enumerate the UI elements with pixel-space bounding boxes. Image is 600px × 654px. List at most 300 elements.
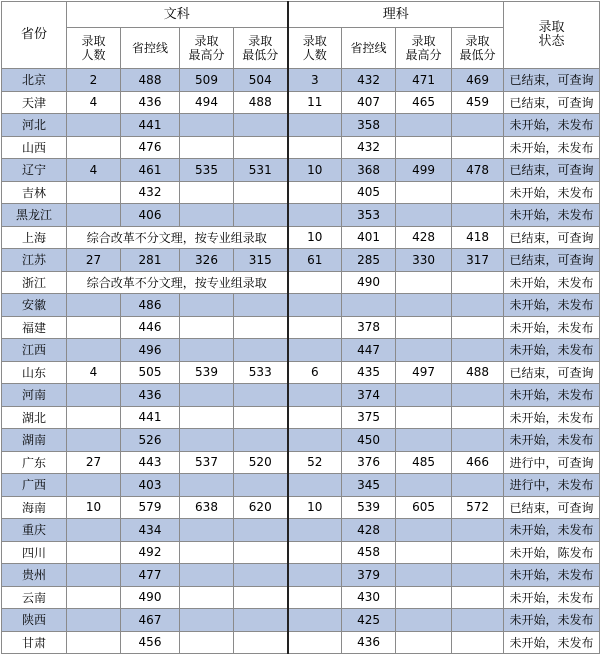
sci-control-line-cell: 285 — [342, 249, 396, 272]
table-row — [2, 384, 600, 407]
arts-control-line-cell: 432 — [121, 181, 180, 204]
arts-admitted-cell — [67, 406, 121, 429]
arts-min-cell — [234, 406, 288, 429]
header-sci-control-line: 省控线 — [342, 28, 396, 69]
arts-admitted-cell — [67, 564, 121, 587]
sci-control-line-cell: 425 — [342, 609, 396, 632]
sci-admitted-cell: 10 — [288, 496, 342, 519]
table-row — [2, 271, 600, 294]
sci-admitted-cell — [288, 586, 342, 609]
sci-control-line-cell: 432 — [342, 136, 396, 159]
arts-control-line-cell: 488 — [121, 69, 180, 92]
arts-max-cell — [180, 429, 234, 452]
status-cell: 未开始，未发布 — [504, 204, 600, 227]
province-cell: 天津 — [2, 91, 67, 114]
sci-admitted-cell — [288, 294, 342, 317]
header-status-text: 录取 状态 — [538, 20, 565, 49]
sci-max-cell — [396, 564, 452, 587]
status-cell: 已结束，可查询 — [504, 249, 600, 272]
province-cell: 福建 — [2, 316, 67, 339]
arts-admitted-cell: 4 — [67, 91, 121, 114]
sci-control-line-cell: 378 — [342, 316, 396, 339]
arts-max-cell — [180, 519, 234, 542]
status-cell: 未开始，未发布 — [504, 271, 600, 294]
province-cell: 北京 — [2, 69, 67, 92]
arts-admitted-cell — [67, 384, 121, 407]
arts-admitted-cell: 27 — [67, 249, 121, 272]
sci-control-line-cell — [342, 294, 396, 317]
status-cell: 未开始，未发布 — [504, 339, 600, 362]
sci-admitted-cell: 3 — [288, 69, 342, 92]
province-cell: 江西 — [2, 339, 67, 362]
province-cell: 山东 — [2, 361, 67, 384]
sci-max-cell: 499 — [396, 159, 452, 182]
header-arts-control-line: 省控线 — [121, 28, 180, 69]
arts-min-cell — [234, 631, 288, 654]
arts-max-cell — [180, 406, 234, 429]
arts-min-cell — [234, 609, 288, 632]
arts-min-cell — [234, 316, 288, 339]
sci-admitted-cell — [288, 384, 342, 407]
sci-admitted-cell: 6 — [288, 361, 342, 384]
province-cell: 黑龙江 — [2, 204, 67, 227]
sci-min-cell — [452, 429, 504, 452]
table-row — [2, 564, 600, 587]
sci-min-cell — [452, 136, 504, 159]
status-cell: 未开始，未发布 — [504, 586, 600, 609]
province-cell: 河南 — [2, 384, 67, 407]
sci-admitted-cell — [288, 519, 342, 542]
sci-control-line-cell: 436 — [342, 631, 396, 654]
arts-control-line-cell: 490 — [121, 586, 180, 609]
sci-max-cell — [396, 519, 452, 542]
sci-min-cell — [452, 294, 504, 317]
arts-note-cell: 综合改革不分文理，按专业组录取 — [67, 226, 288, 249]
sci-control-line-cell: 428 — [342, 519, 396, 542]
sci-max-cell: 605 — [396, 496, 452, 519]
sci-max-cell — [396, 631, 452, 654]
sci-max-cell — [396, 339, 452, 362]
table-row — [2, 204, 600, 227]
arts-admitted-cell — [67, 541, 121, 564]
sci-control-line-cell: 490 — [342, 271, 396, 294]
province-cell: 河北 — [2, 114, 67, 137]
sci-admitted-cell — [288, 631, 342, 654]
arts-min-cell: 488 — [234, 91, 288, 114]
province-cell: 重庆 — [2, 519, 67, 542]
sci-admitted-cell — [288, 204, 342, 227]
arts-control-line-cell: 441 — [121, 406, 180, 429]
arts-max-cell — [180, 204, 234, 227]
arts-min-cell — [234, 114, 288, 137]
sci-max-cell — [396, 429, 452, 452]
header-arts-admitted — [67, 28, 121, 69]
sci-max-cell — [396, 114, 452, 137]
status-cell: 未开始，未发布 — [504, 136, 600, 159]
sci-max-cell — [396, 384, 452, 407]
header-arts-admitted-text: 录取 人数 — [81, 34, 106, 62]
sci-min-cell: 466 — [452, 451, 504, 474]
table-row — [2, 519, 600, 542]
arts-min-cell — [234, 519, 288, 542]
sci-admitted-cell — [288, 181, 342, 204]
table-row — [2, 406, 600, 429]
status-cell: 进行中，未发布 — [504, 474, 600, 497]
status-cell: 已结束，可查询 — [504, 159, 600, 182]
sci-max-cell — [396, 316, 452, 339]
table-row — [2, 91, 600, 114]
table-row — [2, 496, 600, 519]
table-row — [2, 294, 600, 317]
arts-admitted-cell — [67, 181, 121, 204]
arts-admitted-cell — [67, 631, 121, 654]
arts-min-cell: 315 — [234, 249, 288, 272]
sci-admitted-cell: 10 — [288, 226, 342, 249]
table-row — [2, 609, 600, 632]
arts-max-cell — [180, 181, 234, 204]
arts-admitted-cell — [67, 339, 121, 362]
status-cell: 未开始，未发布 — [504, 114, 600, 137]
province-cell: 贵州 — [2, 564, 67, 587]
status-cell: 未开始，未发布 — [504, 519, 600, 542]
header-sci-admitted-text: 录取 人数 — [302, 34, 327, 62]
province-cell: 云南 — [2, 586, 67, 609]
sci-min-cell: 459 — [452, 91, 504, 114]
sci-max-cell: 465 — [396, 91, 452, 114]
arts-control-line-cell: 456 — [121, 631, 180, 654]
status-cell: 未开始，未发布 — [504, 384, 600, 407]
sci-max-cell: 497 — [396, 361, 452, 384]
table-row — [2, 181, 600, 204]
sci-admitted-cell — [288, 136, 342, 159]
table-row — [2, 159, 600, 182]
arts-min-cell — [234, 181, 288, 204]
sci-admitted-cell — [288, 271, 342, 294]
table-row — [2, 541, 600, 564]
arts-admitted-cell — [67, 114, 121, 137]
arts-min-cell: 504 — [234, 69, 288, 92]
sci-min-cell — [452, 384, 504, 407]
arts-max-cell — [180, 631, 234, 654]
province-cell: 广东 — [2, 451, 67, 474]
province-cell: 浙江 — [2, 271, 67, 294]
sci-max-cell — [396, 181, 452, 204]
province-cell: 湖北 — [2, 406, 67, 429]
sci-control-line-cell: 358 — [342, 114, 396, 137]
status-cell: 已结束，可查询 — [504, 361, 600, 384]
status-cell: 已结束，可查询 — [504, 226, 600, 249]
province-cell: 湖南 — [2, 429, 67, 452]
header-status — [504, 2, 600, 69]
arts-admitted-cell: 27 — [67, 451, 121, 474]
arts-control-line-cell: 486 — [121, 294, 180, 317]
sci-admitted-cell: 61 — [288, 249, 342, 272]
sci-max-cell — [396, 609, 452, 632]
arts-max-cell — [180, 294, 234, 317]
table-row — [2, 226, 600, 249]
province-cell: 辽宁 — [2, 159, 67, 182]
arts-admitted-cell: 4 — [67, 361, 121, 384]
arts-min-cell — [234, 429, 288, 452]
sci-min-cell — [452, 564, 504, 587]
arts-control-line-cell: 461 — [121, 159, 180, 182]
arts-admitted-cell — [67, 429, 121, 452]
sci-control-line-cell: 447 — [342, 339, 396, 362]
sci-admitted-cell — [288, 474, 342, 497]
sci-min-cell: 418 — [452, 226, 504, 249]
arts-control-line-cell: 526 — [121, 429, 180, 452]
sci-control-line-cell: 401 — [342, 226, 396, 249]
header-arts-max — [180, 28, 234, 69]
sci-control-line-cell: 353 — [342, 204, 396, 227]
arts-max-cell — [180, 114, 234, 137]
sci-control-line-cell: 430 — [342, 586, 396, 609]
table-row — [2, 316, 600, 339]
arts-min-cell — [234, 339, 288, 362]
sci-min-cell — [452, 609, 504, 632]
sci-min-cell — [452, 631, 504, 654]
sci-control-line-cell: 374 — [342, 384, 396, 407]
header-arts-min — [234, 28, 288, 69]
arts-max-cell — [180, 339, 234, 362]
sci-control-line-cell: 407 — [342, 91, 396, 114]
arts-control-line-cell: 443 — [121, 451, 180, 474]
sci-max-cell — [396, 586, 452, 609]
arts-admitted-cell: 4 — [67, 159, 121, 182]
arts-min-cell — [234, 564, 288, 587]
arts-control-line-cell: 446 — [121, 316, 180, 339]
sci-admitted-cell: 10 — [288, 159, 342, 182]
arts-control-line-cell: 476 — [121, 136, 180, 159]
arts-min-cell: 531 — [234, 159, 288, 182]
table-row — [2, 361, 600, 384]
sci-control-line-cell: 405 — [342, 181, 396, 204]
sci-admitted-cell: 52 — [288, 451, 342, 474]
arts-min-cell — [234, 474, 288, 497]
sci-max-cell — [396, 271, 452, 294]
arts-control-line-cell: 579 — [121, 496, 180, 519]
arts-max-cell: 494 — [180, 91, 234, 114]
arts-control-line-cell: 281 — [121, 249, 180, 272]
table-body — [2, 69, 600, 654]
arts-admitted-cell — [67, 294, 121, 317]
status-cell: 未开始，未发布 — [504, 316, 600, 339]
table-row — [2, 474, 600, 497]
sci-control-line-cell: 376 — [342, 451, 396, 474]
status-cell: 未开始，未发布 — [504, 564, 600, 587]
header-arts: 文科 — [67, 2, 288, 28]
status-cell: 未开始，未发布 — [504, 181, 600, 204]
header-province: 省份 — [2, 2, 67, 69]
arts-max-cell: 537 — [180, 451, 234, 474]
sci-min-cell — [452, 474, 504, 497]
sci-max-cell: 471 — [396, 69, 452, 92]
sci-max-cell — [396, 406, 452, 429]
sci-min-cell: 572 — [452, 496, 504, 519]
status-cell: 未开始，未发布 — [504, 429, 600, 452]
sci-max-cell: 330 — [396, 249, 452, 272]
arts-max-cell — [180, 564, 234, 587]
header-sci-max — [396, 28, 452, 69]
arts-min-cell: 533 — [234, 361, 288, 384]
status-cell: 进行中，可查询 — [504, 451, 600, 474]
header-sci-max-text: 录取 最高分 — [405, 34, 442, 62]
arts-max-cell: 326 — [180, 249, 234, 272]
arts-admitted-cell: 10 — [67, 496, 121, 519]
arts-control-line-cell: 406 — [121, 204, 180, 227]
sci-min-cell — [452, 519, 504, 542]
arts-admitted-cell — [67, 474, 121, 497]
sci-max-cell — [396, 541, 452, 564]
arts-max-cell — [180, 474, 234, 497]
table-row — [2, 69, 600, 92]
table-row — [2, 136, 600, 159]
arts-admitted-cell — [67, 519, 121, 542]
sci-control-line-cell: 432 — [342, 69, 396, 92]
arts-admitted-cell — [67, 204, 121, 227]
arts-admitted-cell — [67, 586, 121, 609]
sci-control-line-cell: 368 — [342, 159, 396, 182]
province-cell: 山西 — [2, 136, 67, 159]
arts-min-cell — [234, 384, 288, 407]
sci-min-cell — [452, 316, 504, 339]
arts-max-cell: 638 — [180, 496, 234, 519]
province-cell: 甘肃 — [2, 631, 67, 654]
sci-admitted-cell — [288, 541, 342, 564]
arts-max-cell — [180, 541, 234, 564]
arts-min-cell: 520 — [234, 451, 288, 474]
arts-note-cell: 综合改革不分文理，按专业组录取 — [67, 271, 288, 294]
header-arts-min-text: 录取 最低分 — [242, 34, 279, 62]
sci-max-cell — [396, 294, 452, 317]
sci-control-line-cell: 539 — [342, 496, 396, 519]
arts-control-line-cell: 492 — [121, 541, 180, 564]
arts-control-line-cell: 477 — [121, 564, 180, 587]
province-cell: 安徽 — [2, 294, 67, 317]
arts-control-line-cell: 505 — [121, 361, 180, 384]
header-sci-min — [452, 28, 504, 69]
sci-min-cell — [452, 181, 504, 204]
header-sci-min-text: 录取 最低分 — [459, 34, 496, 62]
province-cell: 陕西 — [2, 609, 67, 632]
arts-min-cell — [234, 294, 288, 317]
sci-control-line-cell: 450 — [342, 429, 396, 452]
arts-min-cell — [234, 541, 288, 564]
table-row — [2, 114, 600, 137]
arts-admitted-cell — [67, 609, 121, 632]
header-sci-admitted — [288, 28, 342, 69]
arts-control-line-cell: 496 — [121, 339, 180, 362]
arts-min-cell: 620 — [234, 496, 288, 519]
admission-scores-table — [1, 1, 600, 654]
sci-admitted-cell — [288, 406, 342, 429]
sci-control-line-cell: 435 — [342, 361, 396, 384]
sci-max-cell — [396, 474, 452, 497]
sci-admitted-cell — [288, 316, 342, 339]
status-cell: 未开始，陈发布 — [504, 541, 600, 564]
arts-max-cell — [180, 384, 234, 407]
arts-control-line-cell: 441 — [121, 114, 180, 137]
sci-min-cell: 317 — [452, 249, 504, 272]
sci-min-cell — [452, 541, 504, 564]
sci-control-line-cell: 345 — [342, 474, 396, 497]
arts-min-cell — [234, 204, 288, 227]
table-row — [2, 249, 600, 272]
sci-min-cell — [452, 586, 504, 609]
sci-min-cell — [452, 339, 504, 362]
sci-admitted-cell — [288, 564, 342, 587]
sci-admitted-cell — [288, 339, 342, 362]
status-cell: 未开始，未发布 — [504, 631, 600, 654]
sci-min-cell: 469 — [452, 69, 504, 92]
arts-max-cell — [180, 136, 234, 159]
status-cell: 已结束，可查询 — [504, 91, 600, 114]
sci-min-cell — [452, 406, 504, 429]
arts-max-cell: 535 — [180, 159, 234, 182]
table-row — [2, 429, 600, 452]
arts-max-cell — [180, 586, 234, 609]
province-cell: 海南 — [2, 496, 67, 519]
arts-control-line-cell: 467 — [121, 609, 180, 632]
province-cell: 上海 — [2, 226, 67, 249]
sci-admitted-cell — [288, 114, 342, 137]
table-row — [2, 586, 600, 609]
sci-max-cell — [396, 136, 452, 159]
arts-max-cell: 539 — [180, 361, 234, 384]
arts-admitted-cell — [67, 316, 121, 339]
table-row — [2, 631, 600, 654]
sci-control-line-cell: 458 — [342, 541, 396, 564]
sci-admitted-cell: 11 — [288, 91, 342, 114]
sci-min-cell — [452, 204, 504, 227]
status-cell: 未开始，未发布 — [504, 609, 600, 632]
sci-control-line-cell: 379 — [342, 564, 396, 587]
sci-admitted-cell — [288, 429, 342, 452]
province-cell: 广西 — [2, 474, 67, 497]
arts-control-line-cell: 436 — [121, 384, 180, 407]
arts-min-cell — [234, 136, 288, 159]
status-cell: 已结束，可查询 — [504, 69, 600, 92]
sci-min-cell: 478 — [452, 159, 504, 182]
status-cell: 未开始，未发布 — [504, 294, 600, 317]
header-arts-max-text: 录取 最高分 — [188, 34, 225, 62]
table-row — [2, 451, 600, 474]
province-cell: 江苏 — [2, 249, 67, 272]
status-cell: 已结束，可查询 — [504, 496, 600, 519]
arts-control-line-cell: 436 — [121, 91, 180, 114]
header-science: 理科 — [288, 2, 504, 28]
arts-max-cell: 509 — [180, 69, 234, 92]
sci-max-cell: 428 — [396, 226, 452, 249]
sci-min-cell: 488 — [452, 361, 504, 384]
province-cell: 四川 — [2, 541, 67, 564]
arts-max-cell — [180, 316, 234, 339]
status-cell: 未开始，未发布 — [504, 406, 600, 429]
sci-max-cell — [396, 204, 452, 227]
arts-control-line-cell: 403 — [121, 474, 180, 497]
sci-max-cell: 485 — [396, 451, 452, 474]
sci-min-cell — [452, 114, 504, 137]
arts-max-cell — [180, 609, 234, 632]
sci-control-line-cell: 375 — [342, 406, 396, 429]
province-cell: 吉林 — [2, 181, 67, 204]
arts-admitted-cell: 2 — [67, 69, 121, 92]
arts-min-cell — [234, 586, 288, 609]
sci-min-cell — [452, 271, 504, 294]
table-row — [2, 339, 600, 362]
arts-control-line-cell: 434 — [121, 519, 180, 542]
arts-admitted-cell — [67, 136, 121, 159]
